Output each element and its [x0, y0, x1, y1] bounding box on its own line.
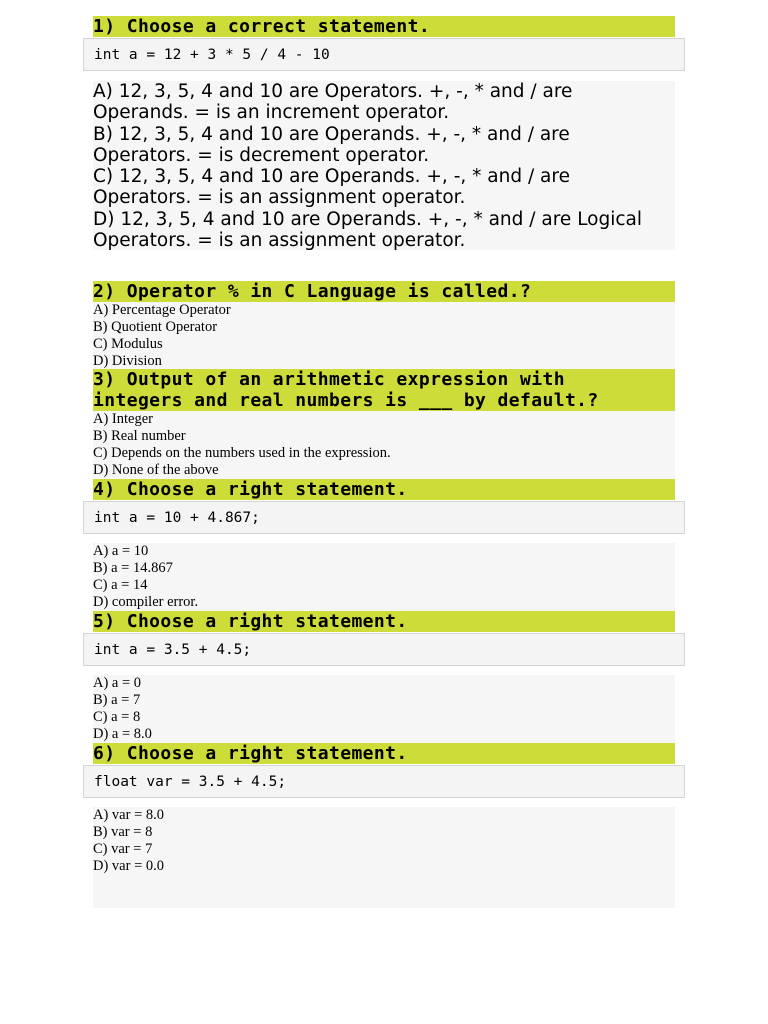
code-block: int a = 12 + 3 * 5 / 4 - 10 [83, 38, 685, 71]
option-line: Operators. = is an assignment operator. [93, 187, 466, 209]
options-list [93, 81, 675, 250]
question-2 [93, 281, 675, 369]
option-line: C) Modulus [93, 336, 163, 352]
option-line: C) Depends on the numbers used in the expression. [93, 445, 391, 461]
question-title: 5) Choose a right statement. [93, 611, 675, 632]
question-title-line: 3) Output of an arithmetic expression with [93, 369, 565, 390]
question-3 [93, 369, 675, 479]
code-block: int a = 10 + 4.867; [83, 501, 685, 534]
option-line: B) Quotient Operator [93, 319, 218, 335]
option-line: C) a = 8 [93, 709, 141, 725]
code-block: int a = 3.5 + 4.5; [83, 633, 685, 666]
option-line: Operators. = is an assignment operator. [93, 230, 466, 252]
options-list [93, 675, 675, 743]
option-line: A) var = 8.0 [93, 807, 164, 823]
options-list [93, 302, 675, 369]
option-line: A) Percentage Operator [93, 302, 231, 318]
option-line: A) a = 0 [93, 675, 142, 691]
question-5 [93, 611, 675, 743]
question-title-line: integers and real numbers is ___ by default.? [93, 390, 599, 411]
code-block: float var = 3.5 + 4.5; [83, 765, 685, 798]
option-line: D) var = 0.0 [93, 858, 164, 874]
question-6 [93, 743, 675, 908]
option-line: A) 12, 3, 5, 4 and 10 are Operators. +, -, * and / are [93, 81, 573, 102]
question-title: 6) Choose a right statement. [93, 743, 675, 764]
option-line: Operands. = is an increment operator. [93, 102, 450, 124]
option-line: D) Division [93, 353, 162, 369]
question-title: 1) Choose a correct statement. [93, 16, 675, 37]
option-line: D) a = 8.0 [93, 726, 152, 742]
options-list [93, 411, 675, 479]
options-list [93, 543, 675, 611]
option-line: A) Integer [93, 411, 153, 427]
option-line: B) Real number [93, 428, 186, 444]
option-line: C) 12, 3, 5, 4 and 10 are Operands. +, -, * and / are [93, 166, 570, 188]
option-line: C) a = 14 [93, 577, 148, 593]
option-line: C) var = 7 [93, 841, 153, 857]
option-line: B) 12, 3, 5, 4 and 10 are Operands. +, -, * and / are [93, 123, 570, 145]
option-line: B) var = 8 [93, 824, 153, 840]
option-line: B) a = 14.867 [93, 560, 173, 576]
quiz-page [93, 16, 675, 908]
question-title: 2) Operator % in C Language is called.? [93, 281, 675, 302]
option-line: D) None of the above [93, 462, 219, 478]
options-list [93, 807, 675, 908]
option-line: A) a = 10 [93, 543, 149, 559]
option-line: D) compiler error. [93, 594, 199, 610]
option-line: B) a = 7 [93, 692, 141, 708]
option-line: Operators. = is decrement operator. [93, 144, 430, 166]
question-1 [93, 16, 675, 250]
option-line: D) 12, 3, 5, 4 and 10 are Operands. +, -, * and / are Logical [93, 208, 643, 230]
question-title [93, 369, 675, 411]
question-4 [93, 479, 675, 611]
question-title: 4) Choose a right statement. [93, 479, 675, 500]
